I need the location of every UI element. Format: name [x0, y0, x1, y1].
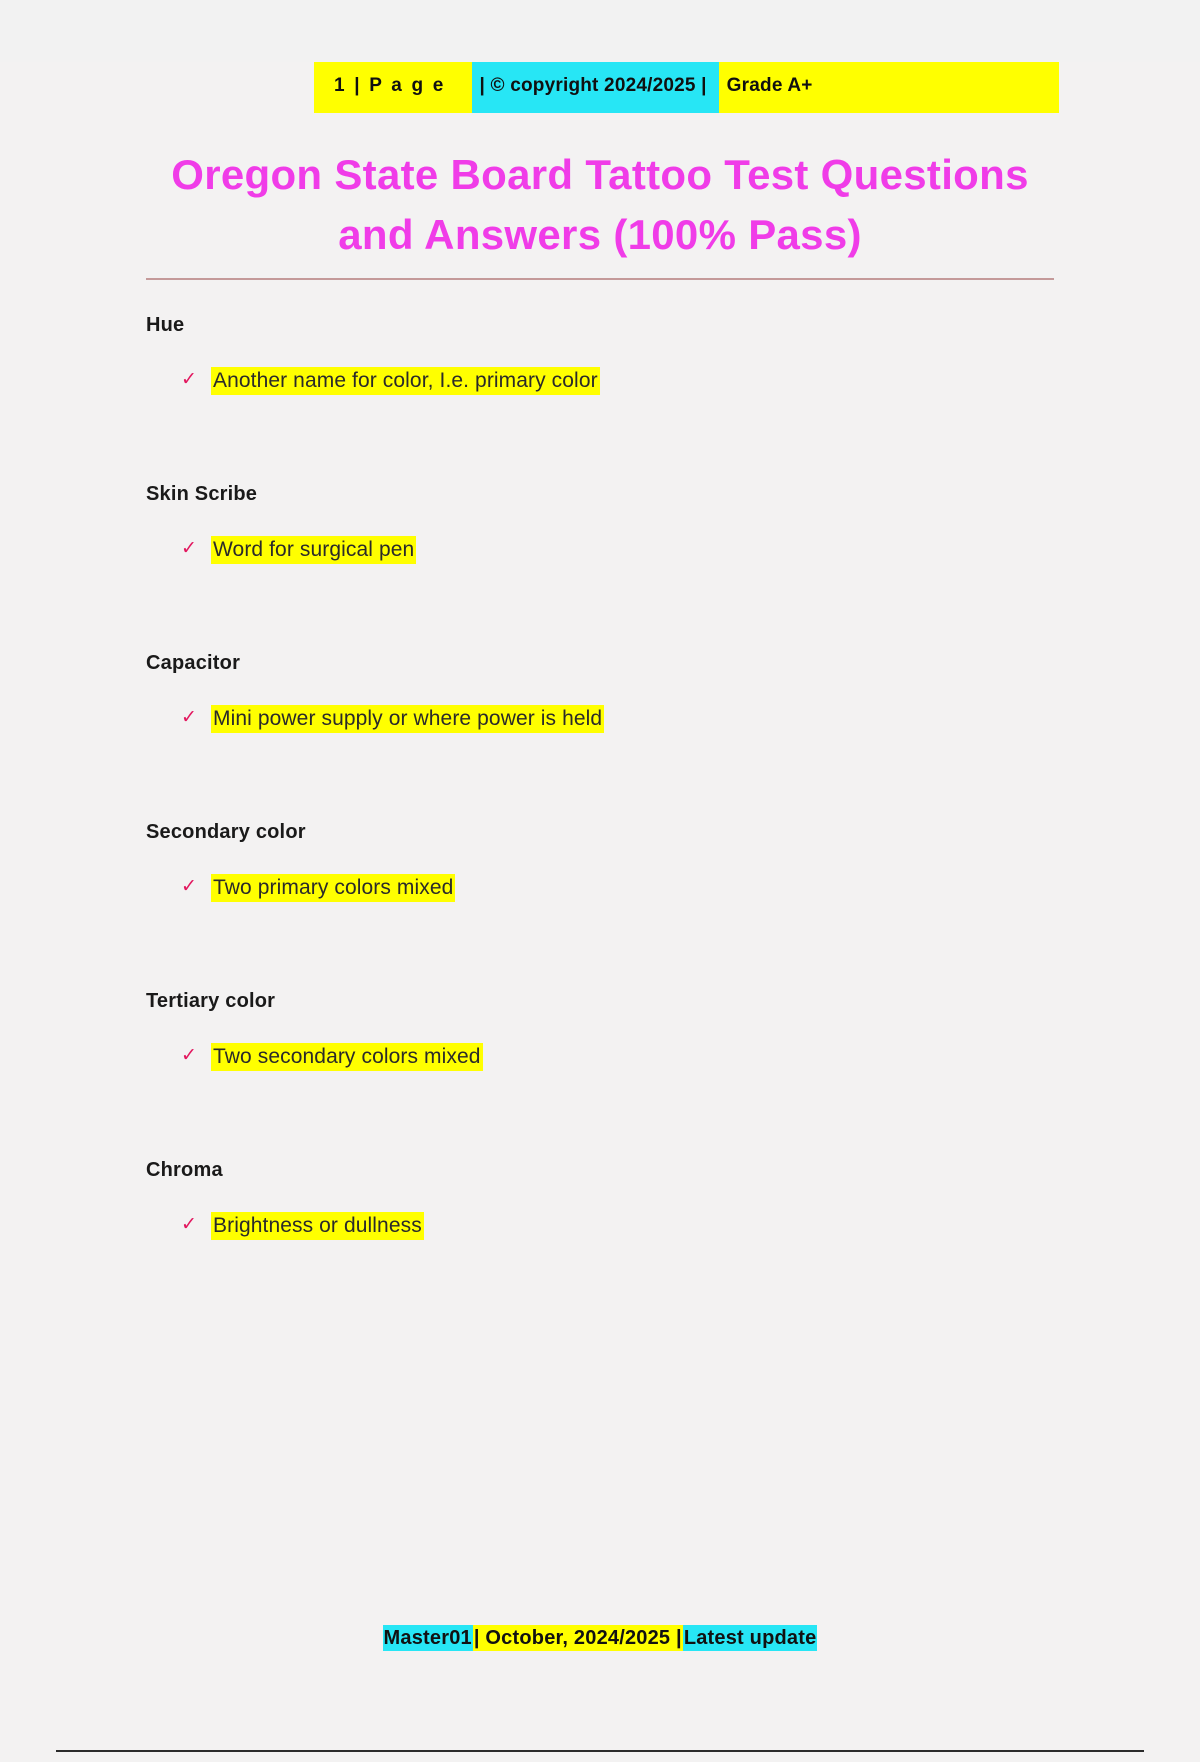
page-number-label: 1 | P a g e — [314, 62, 472, 113]
qa-term: Hue — [146, 314, 185, 337]
bottom-divider — [56, 1750, 1144, 1752]
copyright-label: | © copyright 2024/2025 | — [472, 62, 719, 113]
footer-update: Latest update — [683, 1627, 817, 1649]
qa-item — [146, 636, 1054, 735]
check-icon: ✓ — [181, 1045, 197, 1067]
page-title: Oregon State Board Tattoo Test Questions and Answers (100% Pass) — [171, 150, 1029, 258]
qa-answer: Two secondary colors mixed — [211, 1043, 483, 1071]
footer-date: | October, 2024/2025 | — [473, 1627, 682, 1649]
qa-term: Capacitor — [146, 652, 241, 675]
qa-item — [146, 974, 1054, 1073]
block-spacer — [146, 735, 1054, 805]
block-spacer — [146, 1073, 1054, 1143]
block-spacer — [146, 566, 1054, 636]
qa-term: Skin Scribe — [146, 483, 258, 506]
qa-item — [146, 298, 1054, 397]
document-page — [0, 62, 1200, 1762]
qa-answer-row — [146, 367, 1054, 397]
block-spacer — [146, 904, 1054, 974]
check-icon: ✓ — [181, 538, 197, 560]
page-header-banner — [314, 62, 1059, 113]
qa-answer: Word for surgical pen — [211, 536, 416, 564]
qa-answer-row — [146, 536, 1054, 566]
qa-list — [146, 298, 1054, 1242]
qa-item — [146, 467, 1054, 566]
check-icon: ✓ — [181, 1214, 197, 1236]
qa-answer: Mini power supply or where power is held — [211, 705, 604, 733]
grade-label: Grade A+ — [719, 62, 1059, 113]
qa-answer-row — [146, 874, 1054, 904]
qa-term: Chroma — [146, 1159, 223, 1182]
check-icon: ✓ — [181, 707, 197, 729]
page-footer — [0, 1627, 1200, 1650]
qa-answer: Another name for color, I.e. primary color — [211, 367, 600, 395]
qa-term: Tertiary color — [146, 990, 276, 1013]
qa-answer: Two primary colors mixed — [211, 874, 455, 902]
qa-answer-row — [146, 705, 1054, 735]
title-section — [146, 145, 1054, 280]
qa-item — [146, 1143, 1054, 1242]
qa-item — [146, 805, 1054, 904]
qa-answer: Brightness or dullness — [211, 1212, 424, 1240]
footer-author: Master01 — [383, 1627, 472, 1649]
check-icon: ✓ — [181, 369, 197, 391]
qa-answer-row — [146, 1043, 1054, 1073]
qa-term: Secondary color — [146, 821, 306, 844]
qa-answer-row — [146, 1212, 1054, 1242]
check-icon: ✓ — [181, 876, 197, 898]
block-spacer — [146, 397, 1054, 467]
